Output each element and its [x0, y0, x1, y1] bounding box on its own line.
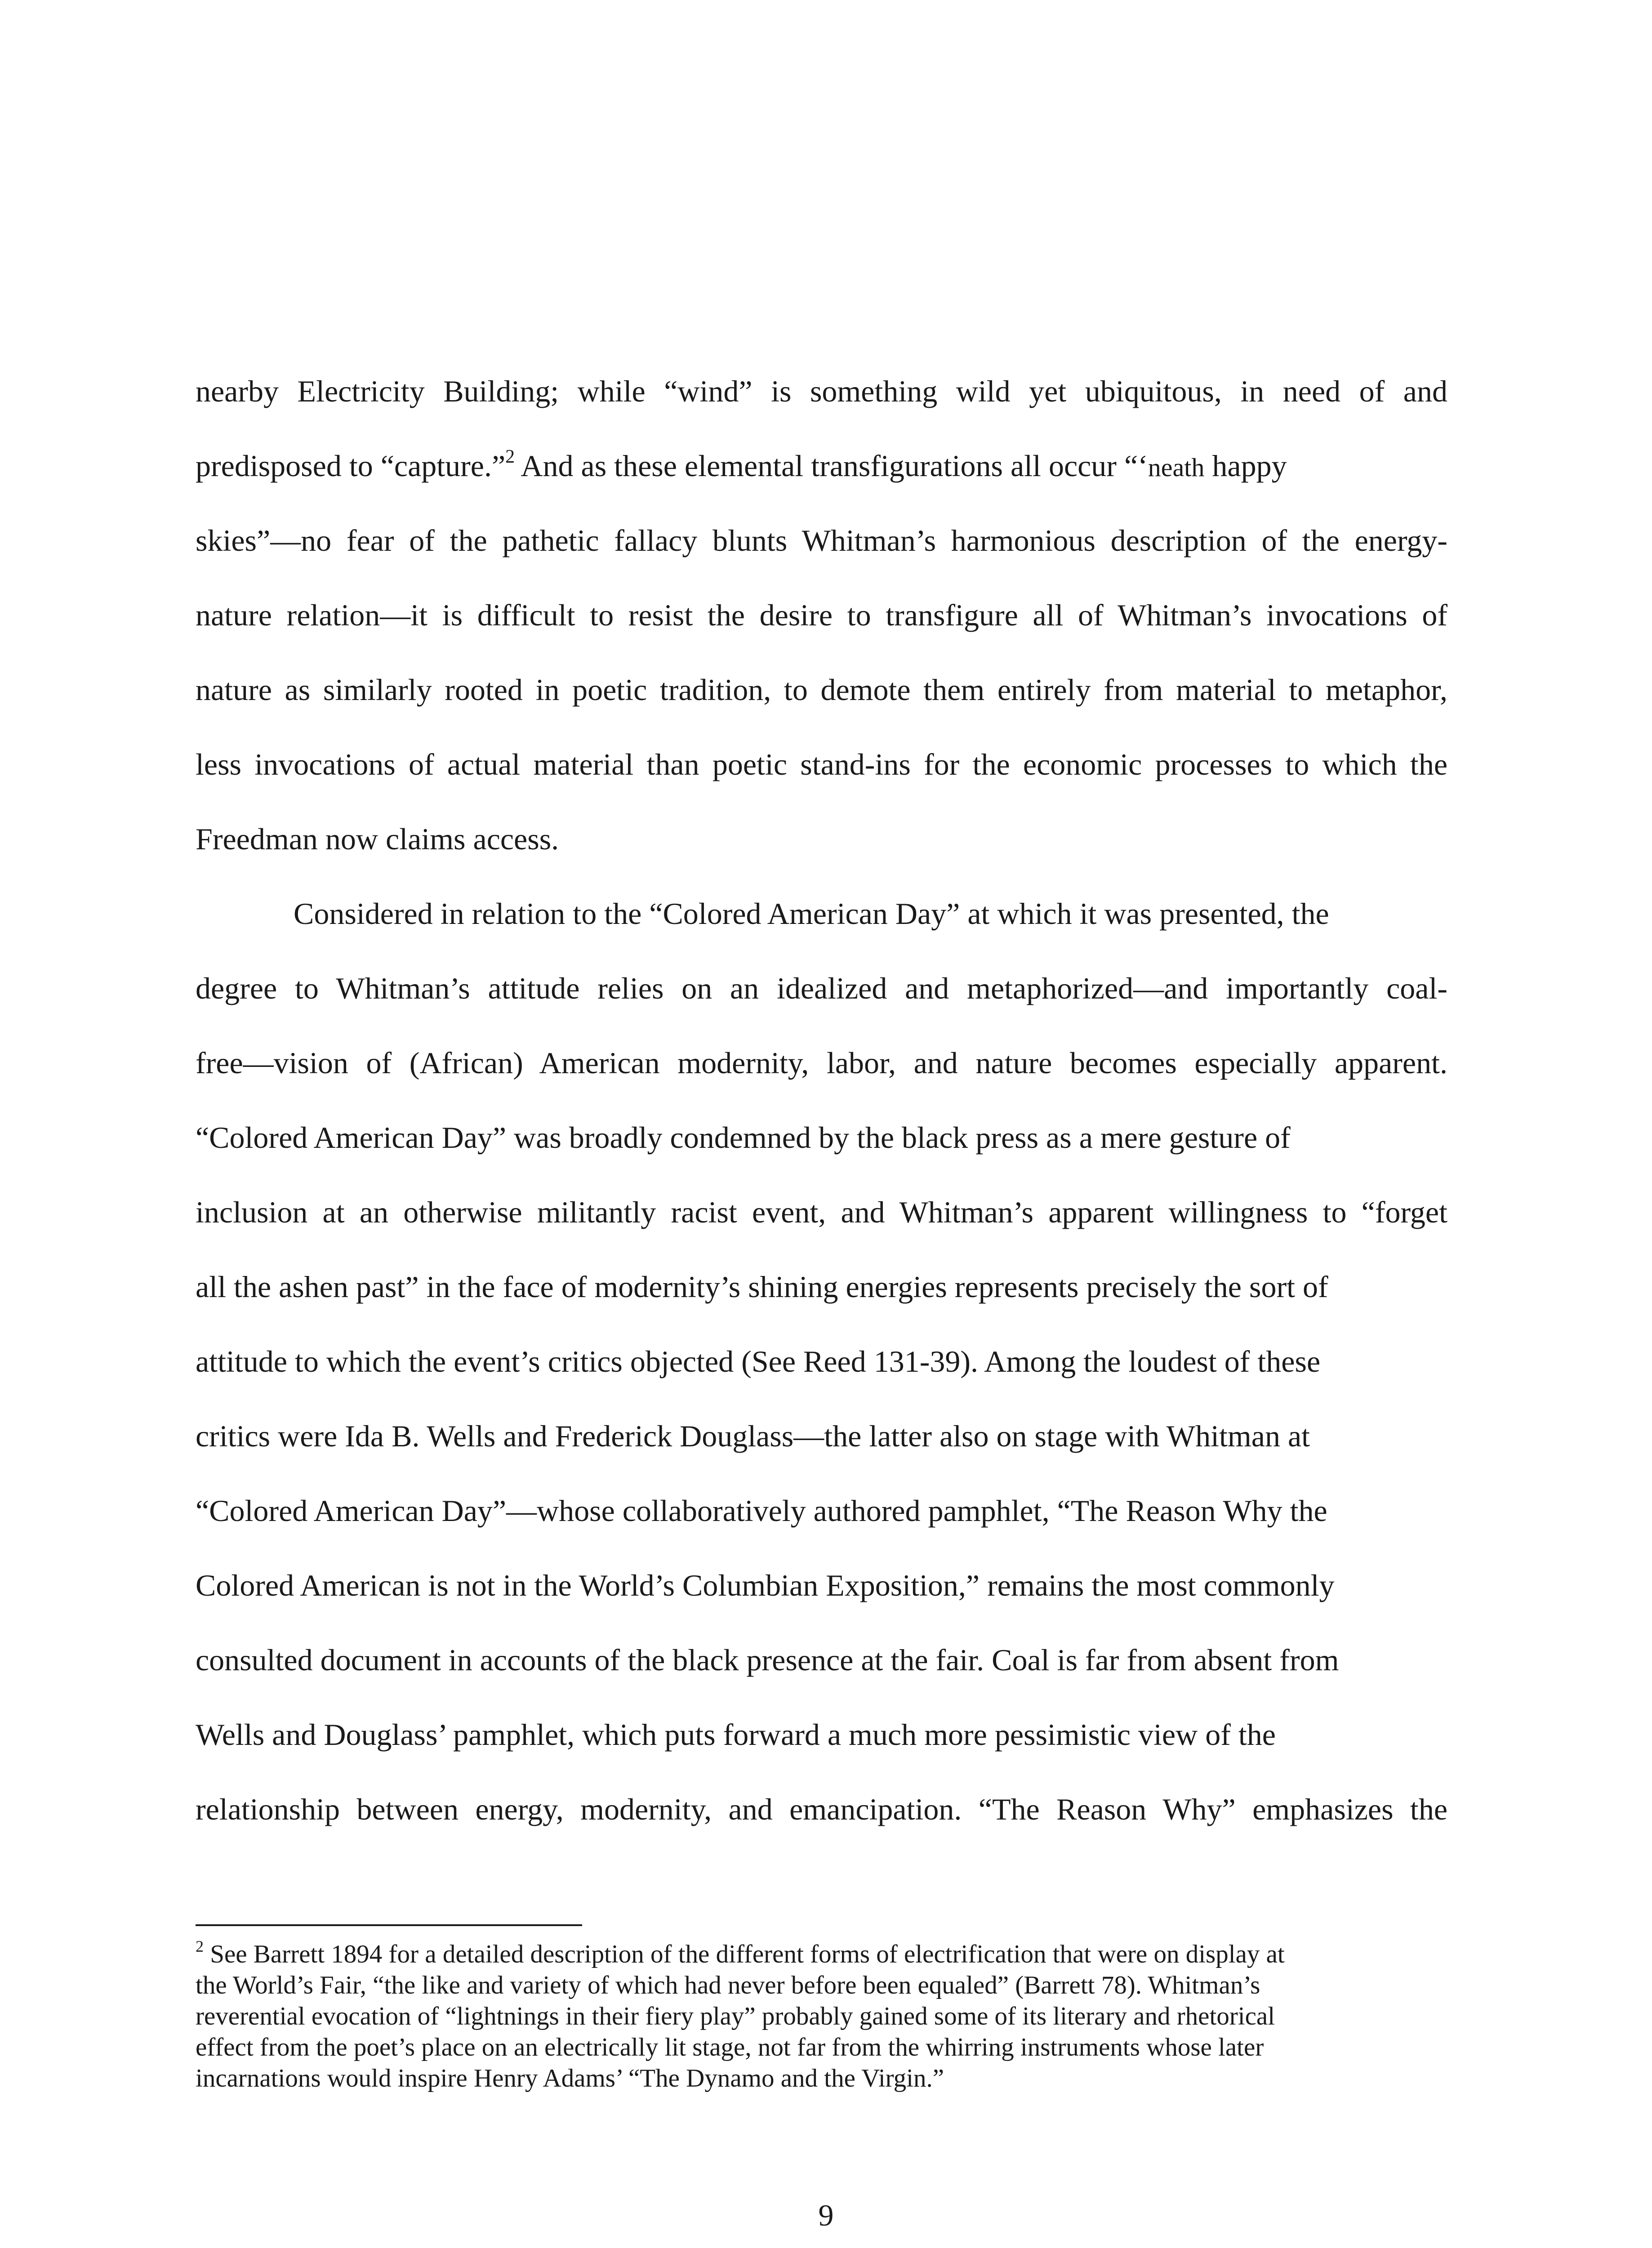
body-line: Colored American is not in the World’s Columbian Exposition,” remains the most commonly: [196, 1568, 1335, 1602]
body-line: nature relation—it is difficult to resist the desire to transfigure all of Whitman’s invocations of: [196, 598, 1447, 632]
body-line: degree to Whitman’s attitude relies on an idealized and metaphorized—and importantly coal-: [196, 971, 1447, 1005]
body-line: [196, 428, 1447, 503]
body-line: free—vision of (African) American modernity, labor, and nature becomes especially apparent.: [196, 1046, 1447, 1080]
footnote-line: effect from the poet’s place on an electrically lit stage, not far from the whirring instruments whose later: [196, 2033, 1264, 2061]
body-line: attitude to which the event’s critics objected (See Reed 131-39). Among the loudest of these: [196, 1344, 1321, 1378]
footnote: [196, 1939, 1463, 2094]
body-line: relationship between energy, modernity, and emancipation. “The Reason Why” emphasizes the: [196, 1792, 1447, 1826]
body-line-part: happy: [1204, 449, 1287, 483]
paragraph-first-line: Considered in relation to the “Colored American Day” at which it was presented, the: [294, 897, 1329, 931]
body-line: Freedman now claims access.: [196, 822, 559, 856]
footnote-divider: [196, 1924, 582, 1926]
page-number: 9: [818, 2198, 834, 2232]
body-text: [196, 354, 1447, 1847]
footnote-marker: 2: [505, 446, 515, 468]
body-line-part: And as these elemental transfigurations all occur “‘: [515, 449, 1148, 483]
body-line-part: neath: [1148, 453, 1205, 482]
body-line: all the ashen past” in the face of modernity’s shining energies represents precisely the sort of: [196, 1270, 1328, 1304]
footnote-line: incarnations would inspire Henry Adams’ “The Dynamo and the Virgin.”: [196, 2064, 944, 2092]
body-line: less invocations of actual material than poetic stand-ins for the economic processes to which the: [196, 747, 1447, 781]
body-line: inclusion at an otherwise militantly racist event, and Whitman’s apparent willingness to “forget: [196, 1195, 1447, 1229]
body-line: consulted document in accounts of the black presence at the fair. Coal is far from absent from: [196, 1643, 1339, 1677]
body-line: “Colored American Day” was broadly condemned by the black press as a mere gesture of: [196, 1120, 1291, 1155]
body-line: Wells and Douglass’ pamphlet, which puts forward a much more pessimistic view of the: [196, 1717, 1276, 1752]
footnote-line: [196, 1939, 1463, 1970]
footnote-line: the World’s Fair, “the like and variety of which had never before been equaled” (Barrett 78). Whitman’s: [196, 1971, 1260, 1999]
body-line: nearby Electricity Building; while “wind” is something wild yet ubiquitous, in need of and: [196, 374, 1447, 408]
body-line: skies”—no fear of the pathetic fallacy blunts Whitman’s harmonious description of the energy-: [196, 523, 1447, 558]
body-line: critics were Ida B. Wells and Frederick Douglass—the latter also on stage with Whitman at: [196, 1419, 1310, 1453]
footnote-line-text: See Barrett 1894 for a detailed description of the different forms of electrification that were on display at: [204, 1940, 1285, 1968]
footnote-marker: 2: [196, 1937, 204, 1955]
body-line: nature as similarly rooted in poetic tradition, to demote them entirely from material to metaphor,: [196, 673, 1447, 707]
body-line-part: predisposed to “capture.”: [196, 449, 506, 483]
body-line: “Colored American Day”—whose collaboratively authored pamphlet, “The Reason Why the: [196, 1494, 1327, 1528]
footnote-line: reverential evocation of “lightnings in their fiery play” probably gained some of its literary and rhetorical: [196, 2002, 1275, 2030]
